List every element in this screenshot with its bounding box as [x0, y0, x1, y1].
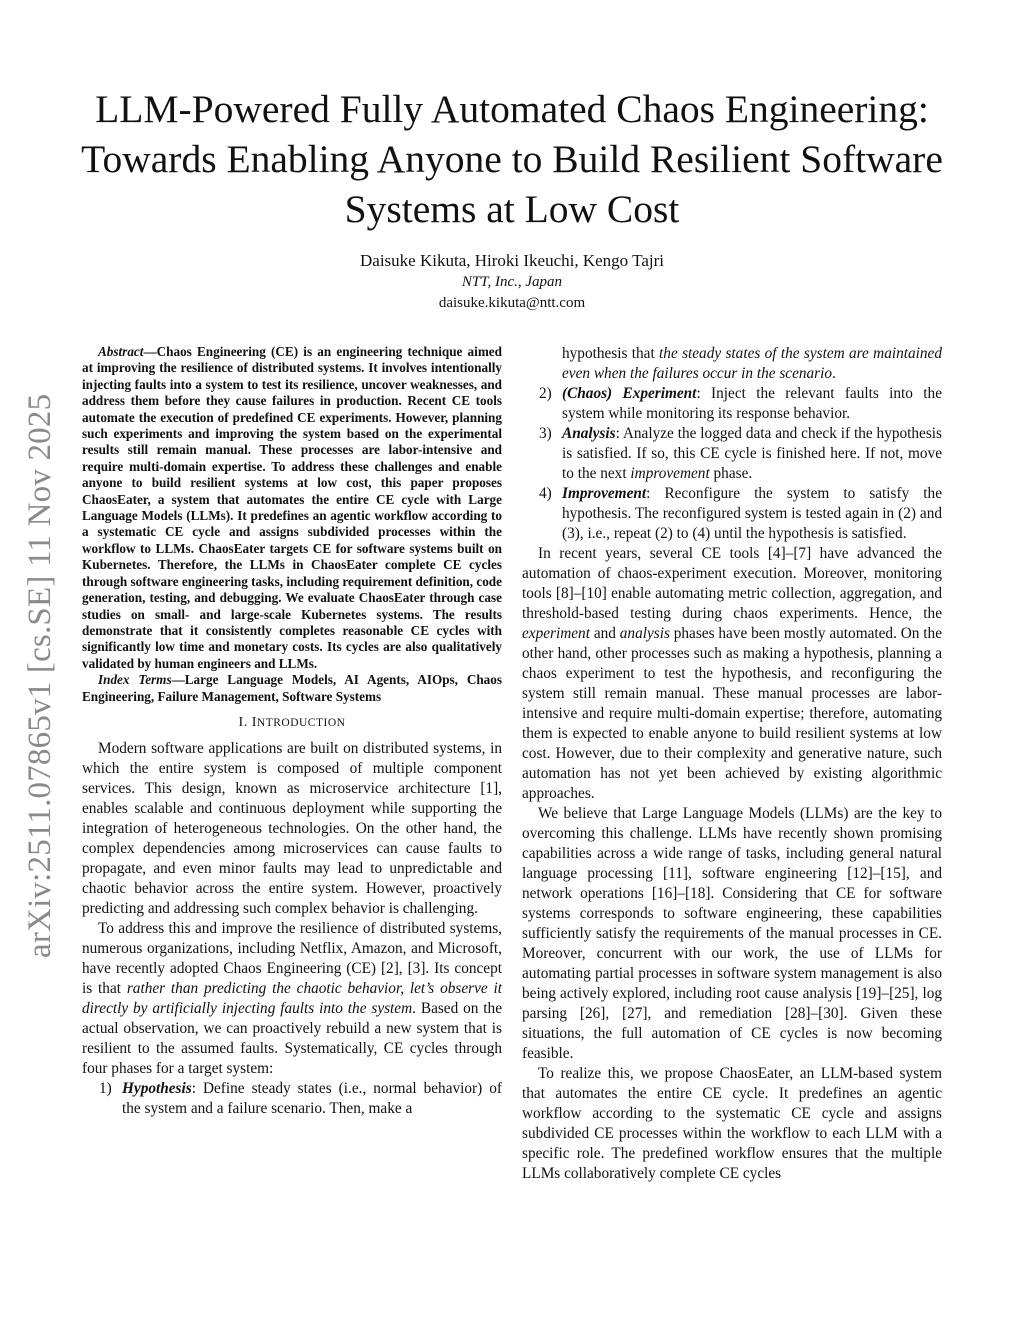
author-block [60, 250, 964, 314]
phase-italic: the steady states of the system are maintained even when the failures occur in the scenario [562, 345, 942, 382]
phase-number: 1) [99, 1079, 112, 1097]
index-terms [82, 672, 502, 705]
left-column [82, 344, 502, 1119]
p3-italic-2: analysis [619, 625, 670, 642]
section-number: I. [238, 714, 248, 730]
phase-text: . [832, 365, 836, 382]
phase-text: hypothesis that [562, 345, 660, 362]
p3-italic-1: experiment [522, 625, 590, 642]
right-column [522, 344, 942, 1184]
p3-text-b: phases have been mostly automated. On the other hand, other processes such as making a hypothesis, planning a chaos experiment to test the hypothesis, and reconfiguring the system still remain manual. These manual processes are labor-intensive and require multi-domain expertise; therefore, automating them is expected to enable anyone to build resilient systems at low cost. However, due to their complexity and generative nature, such automation has not yet been achieved by existing algorithmic approaches. [522, 625, 942, 802]
author-names: Daisuke Kikuta, Hiroki Ikeuchi, Kengo Tajri [360, 251, 664, 270]
phase-text: : Define steady states (i.e., normal behavior) of the system and a failure scenario. Then, make a [122, 1079, 502, 1117]
phase-text: : Reconfigure the system to satisfy the hypothesis. The reconfigured system is tested again in (2) and (3), i.e., repeat (2) to (4) until the hypothesis is satisfied. [562, 485, 942, 542]
p3-text-mid: and [589, 625, 620, 642]
phase-item-hypothesis-cont [522, 344, 942, 384]
p3-text-a: In recent years, several CE tools [4]–[7] have advanced the automation of chaos-experiment execution. Moreover, monitoring tools [8]–[10] enable automating metric collection, aggregation, and threshold-based testing during chaos experiments. Hence, the [522, 545, 942, 622]
phase-text: : Inject the relevant faults into the system while monitoring its response behavior. [562, 385, 942, 422]
intro-paragraph-1: Modern software applications are built on distributed systems, in which the entire system is composed of multiple component services. This design, known as microservice architecture [1], enables scalable and continuous deployment while supporting the integration of heterogeneous technologies. On the other hand, the complex dependencies among microservices can cause faults to propagate, and even minor faults may lead to unpredictable and chaotic behavior across the entire system. However, proactively predicting and addressing such complex behavior is challenging. [82, 739, 502, 917]
arxiv-stamp [20, 376, 60, 958]
index-terms-text: —Large Language Models, AI Agents, AIOps, Chaos Engineering, Failure Management, Software Systems [82, 672, 502, 704]
phase-text: : Analyze the logged data and check if the hypothesis is satisfied. If so, this CE cycle is finished here. If not, move to the next [562, 425, 942, 482]
abstract-label: Abstract [98, 344, 144, 359]
phase-list [82, 1079, 502, 1119]
intro-paragraph-4: We believe that Large Language Models (LLMs) are the key to overcoming this challenge. LLMs have recently shown promising capabilities across a wide range of tasks, including general natural language processing [11], software engineering [12]–[15], and network operations [16]–[18]. Considering that CE for software systems corresponds to software engineering, these capabilities sufficiently satisfy the requirements of the manual processes in CE. Moreover, concurrent with our work, the use of LLMs for automating partial processes in software system management is also being actively explored, including root cause analysis [19]–[25], log parsing [26], [27], and remediation [28]–[30]. Given these situations, the full automation of CE cycles is now becoming feasible. [522, 805, 942, 1062]
affiliation: NTT, Inc., Japan [461, 274, 563, 290]
phase-list-continued [522, 344, 942, 544]
phase-item-improvement [522, 484, 942, 544]
phase-term: Analysis [562, 425, 616, 442]
p2-text-a: To address this and improve the resilience of distributed systems, numerous organizations, including Netflix, Amazon, and Microsoft, have recently adopted Chaos Engineering (CE) [2], [3]. Its concept is that [82, 919, 502, 997]
phase-item-hypothesis [82, 1079, 502, 1119]
section-heading-introduction [82, 713, 502, 733]
section-title-rest: NTRODUCTION [256, 716, 346, 729]
phase-term: (Chaos) Experiment [562, 385, 697, 402]
author-email: daisuke.kikuta@ntt.com [438, 295, 586, 311]
phase-number: 3) [539, 425, 552, 442]
intro-paragraph-3 [522, 544, 942, 804]
intro-paragraph-2 [82, 919, 502, 1079]
paper-title: LLM-Powered Fully Automated Chaos Engineering: Towards Enabling Anyone to Build Resilient Software Systems at Low Cost [81, 87, 943, 231]
phase-term: Hypothesis [122, 1079, 192, 1097]
intro-paragraph-5: To realize this, we propose ChaosEater, an LLM-based system that automates the entire CE cycle. It predefines an agentic workflow according to the systematic CE cycle and assigns subdivided CE processes within the workflow to each LLM with a specific role. The predefined workflow ensures that the multiple LLMs collaboratively complete CE cycles [522, 1065, 942, 1182]
index-terms-label: Index Terms [98, 672, 172, 688]
arxiv-identifier: arXiv:2511.07865v1 [cs.SE] 11 Nov 2025 [22, 393, 58, 958]
p2-italic: rather than predicting the chaotic behavior, let’s observe it directly by artificially injecting faults into the system [82, 979, 502, 1017]
phase-italic: improvement [630, 465, 710, 482]
section-title-first: I [251, 714, 257, 730]
abstract [82, 344, 502, 672]
phase-item-analysis [522, 424, 942, 484]
phase-number: 2) [539, 385, 552, 402]
phase-text: phase. [709, 465, 753, 482]
p2-text-b: . Based on the actual observation, we can proactively rebuild a new system that is resilient to the assumed faults. Systematically, CE cycles through four phases for a target system: [82, 999, 502, 1077]
phase-number: 4) [539, 485, 552, 502]
phase-term: Improvement [562, 485, 647, 502]
abstract-text: —Chaos Engineering (CE) is an engineering technique aimed at improving the resilience of distributed systems. It involves intentionally injecting faults into a system to test its resilience, uncover weaknesses, and address them before they cause failures in production. Recent CE tools automate the execution of predefined CE experiments. However, planning such experiments and improving the system based on the experimental results still remain manual. These processes are labor-intensive and require multi-domain expertise. To address these challenges and enable anyone to build resilient systems at low cost, this paper proposes ChaosEater, a system that automates the entire CE cycle with Large Language Models (LLMs). It predefines an agentic workflow according to a systematic CE cycle and assigns subdivided processes within the workflow to LLMs. ChaosEater targets CE for software systems built on Kubernetes. Therefore, the LLMs in ChaosEater complete CE cycles through software engineering tasks, including requirement definition, code generation, testing, and debugging. We evaluate ChaosEater through case studies on small- and large-scale Kubernetes systems. The results demonstrate that it consistently completes reasonable CE cycles with significantly low time and monetary costs. Its cycles are also qualitatively validated by human engineers and LLMs. [82, 344, 502, 671]
phase-item-experiment [522, 384, 942, 424]
